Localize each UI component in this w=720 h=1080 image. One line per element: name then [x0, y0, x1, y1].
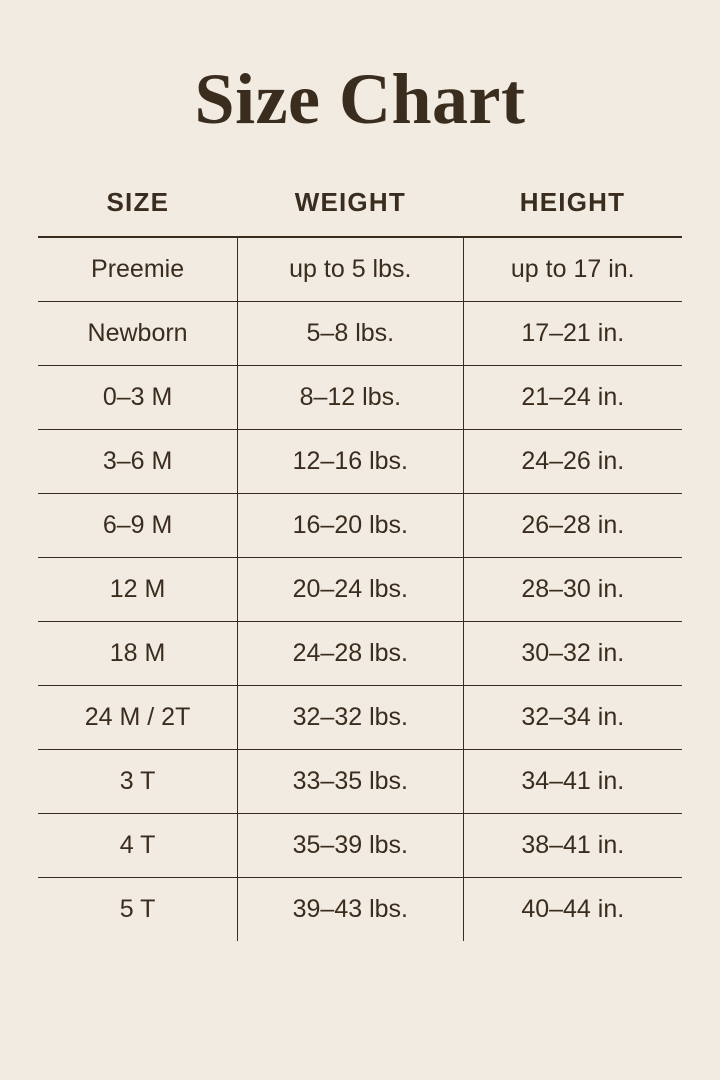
cell-weight: 24–28 lbs. [238, 621, 463, 685]
cell-height: 21–24 in. [463, 365, 682, 429]
table-row [38, 493, 682, 557]
table-row [38, 365, 682, 429]
cell-size: 12 M [38, 557, 238, 621]
cell-height: 38–41 in. [463, 813, 682, 877]
table-row [38, 557, 682, 621]
column-header-weight: WEIGHT [238, 186, 463, 237]
cell-height: 28–30 in. [463, 557, 682, 621]
cell-weight: 8–12 lbs. [238, 365, 463, 429]
cell-weight: 32–32 lbs. [238, 685, 463, 749]
cell-height: 26–28 in. [463, 493, 682, 557]
cell-size: Preemie [38, 237, 238, 302]
cell-weight: up to 5 lbs. [238, 237, 463, 302]
size-chart-table [38, 186, 682, 941]
cell-size: 6–9 M [38, 493, 238, 557]
cell-size: 24 M / 2T [38, 685, 238, 749]
table-row [38, 429, 682, 493]
table-row [38, 621, 682, 685]
cell-size: 3–6 M [38, 429, 238, 493]
cell-weight: 20–24 lbs. [238, 557, 463, 621]
cell-height: up to 17 in. [463, 237, 682, 302]
size-chart-table-container [0, 186, 720, 941]
table-row [38, 877, 682, 941]
cell-size: 4 T [38, 813, 238, 877]
cell-weight: 33–35 lbs. [238, 749, 463, 813]
cell-size: Newborn [38, 301, 238, 365]
cell-height: 24–26 in. [463, 429, 682, 493]
cell-size: 5 T [38, 877, 238, 941]
column-header-size: SIZE [38, 186, 238, 237]
cell-weight: 16–20 lbs. [238, 493, 463, 557]
cell-weight: 5–8 lbs. [238, 301, 463, 365]
table-row [38, 749, 682, 813]
page-title: Size Chart [194, 59, 526, 139]
table-body [38, 237, 682, 941]
cell-height: 40–44 in. [521, 894, 625, 923]
table-row [38, 301, 682, 365]
cell-height: 34–41 in. [463, 749, 682, 813]
cell-height: 17–21 in. [463, 301, 682, 365]
cell-height: 32–34 in. [463, 685, 682, 749]
cell-weight: 39–43 lbs. [238, 877, 463, 941]
cell-size: 0–3 M [38, 365, 238, 429]
cell-weight: 12–16 lbs. [238, 429, 463, 493]
cell-size: 3 T [38, 749, 238, 813]
table-row [38, 237, 682, 302]
cell-height: 30–32 in. [463, 621, 682, 685]
table-header-row [38, 186, 682, 237]
table-row [38, 685, 682, 749]
cell-weight: 35–39 lbs. [238, 813, 463, 877]
cell-size: 18 M [38, 621, 238, 685]
table-header [38, 186, 682, 237]
column-header-height: HEIGHT [463, 186, 682, 237]
table-row [38, 813, 682, 877]
